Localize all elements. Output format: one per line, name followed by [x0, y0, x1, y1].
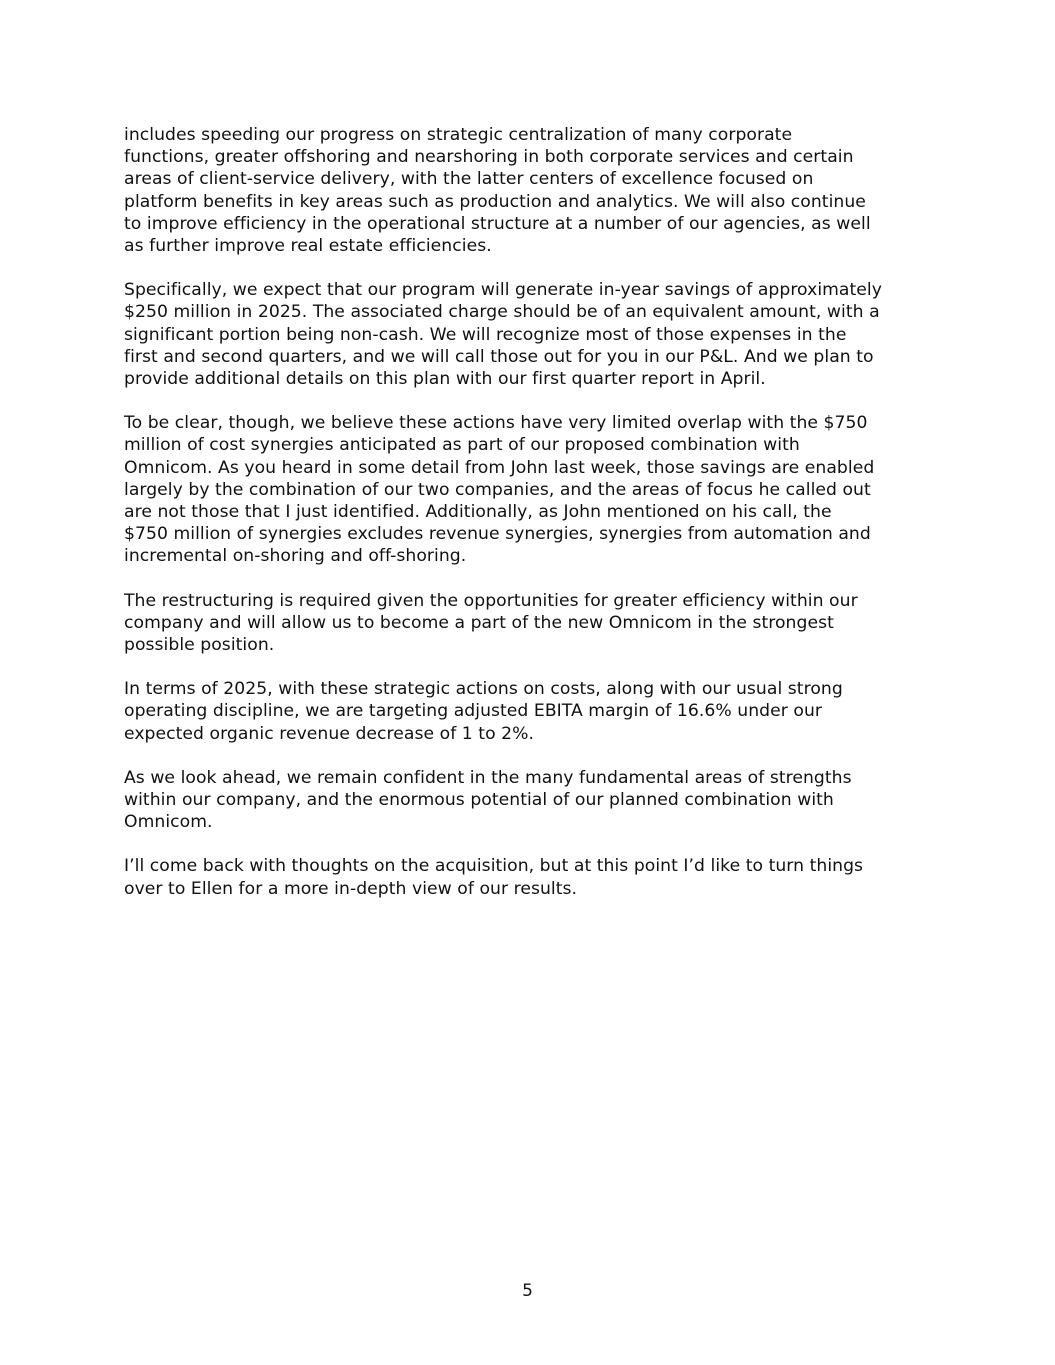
paragraph-2 [124, 279, 936, 390]
text-line: within our company, and the enormous potential of our planned combination with [124, 790, 834, 811]
text-line: Omnicom. As you heard in some detail from John last week, those savings are enabled [124, 457, 875, 478]
paragraph-1 [124, 124, 936, 257]
paragraph-3 [124, 412, 936, 567]
text-line: are not those that I just identified. Additionally, as John mentioned on his call, the [124, 502, 832, 523]
text-line: as further improve real estate efficiencies. [124, 236, 492, 257]
paragraph-5 [124, 678, 936, 745]
body-text [124, 124, 936, 922]
text-line: million of cost synergies anticipated as part of our proposed combination with [124, 435, 800, 456]
text-line: Specifically, we expect that our program will generate in-year savings of approximately [124, 280, 882, 301]
text-line: I’ll come back with thoughts on the acquisition, but at this point I’d like to turn things [124, 856, 864, 877]
text-line: Omnicom. [124, 812, 213, 833]
paragraph-6 [124, 767, 936, 834]
text-line: over to Ellen for a more in-depth view of our results. [124, 878, 578, 899]
text-line: largely by the combination of our two companies, and the areas of focus he called out [124, 479, 871, 500]
text-line: first and second quarters, and we will call those out for you in our P&L. And we plan to [124, 346, 874, 367]
text-line: includes speeding our progress on strategic centralization of many corporate [124, 125, 793, 145]
text-line: to improve efficiency in the operational structure at a number of our agencies, as well [124, 213, 871, 234]
text-line: platform benefits in key areas such as production and analytics. We will also continue [124, 191, 866, 212]
text-line: To be clear, though, we believe these actions have very limited overlap with the $750 [124, 413, 868, 434]
text-line: functions, greater offshoring and nearshoring in both corporate services and certain [124, 147, 854, 168]
text-line: possible position. [124, 635, 275, 656]
paragraph-7 [124, 855, 936, 899]
text-line: In terms of 2025, with these strategic actions on costs, along with our usual strong [124, 679, 843, 700]
text-line: As we look ahead, we remain confident in the many fundamental areas of strengths [124, 767, 852, 788]
text-line: company and will allow us to become a part of the new Omnicom in the strongest [124, 612, 834, 633]
text-line: The restructuring is required given the opportunities for greater efficiency within our [124, 590, 858, 611]
text-line: $250 million in 2025. The associated charge should be of an equivalent amount, with a [124, 302, 880, 323]
paragraph-4 [124, 590, 936, 657]
text-line: expected organic revenue decrease of 1 to 2%. [124, 723, 535, 744]
text-line: areas of client-service delivery, with the latter centers of excellence focused on [124, 169, 814, 190]
page-number: 5 [522, 1281, 533, 1301]
text-line: significant portion being non-cash. We will recognize most of those expenses in the [124, 324, 847, 345]
text-line: provide additional details on this plan with our first quarter report in April. [124, 369, 766, 390]
text-line: $750 million of synergies excludes revenue synergies, synergies from automation and [124, 524, 871, 545]
text-line: incremental on-shoring and off-shoring. [124, 546, 467, 567]
text-line: operating discipline, we are targeting adjusted EBITA margin of 16.6% under our [124, 701, 823, 722]
